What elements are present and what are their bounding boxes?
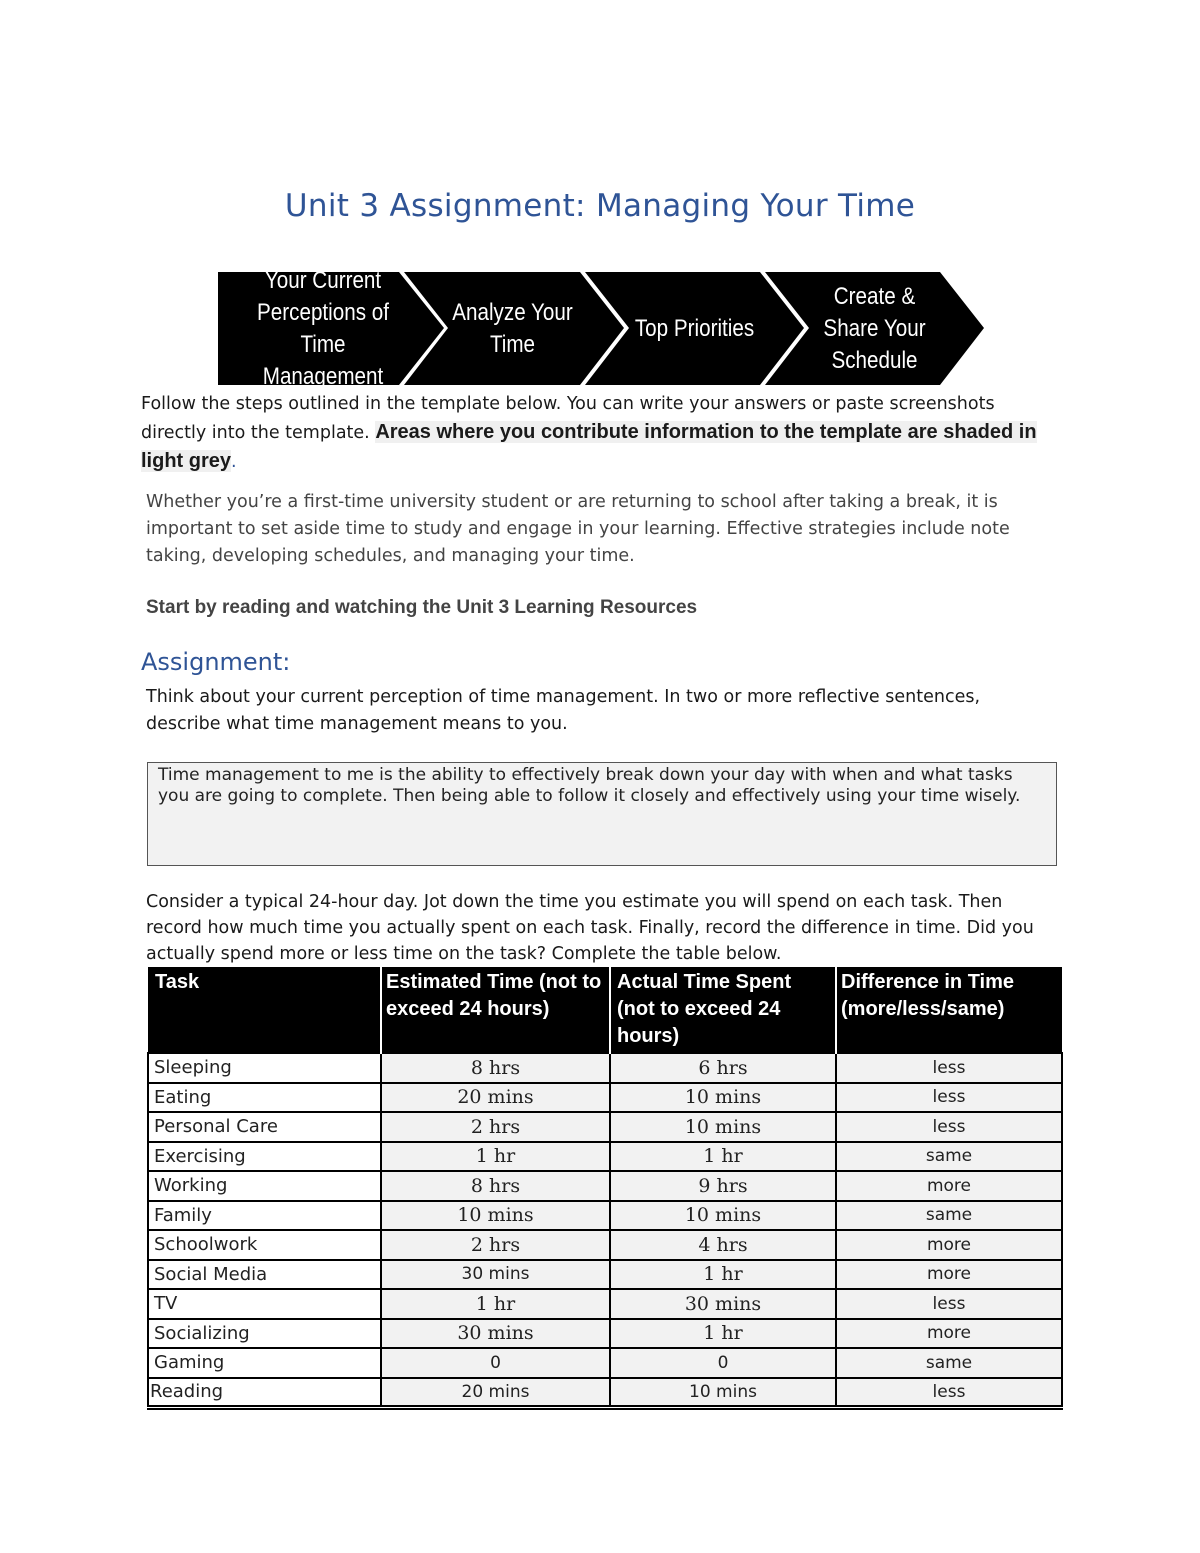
task-cell: Reading [148,1378,381,1408]
intro-period: . [231,452,237,472]
difference-cell[interactable]: more [836,1260,1062,1290]
step-3-label: Top Priorities [634,314,755,342]
header-actual: Actual Time Spent (not to exceed 24 hours) [610,967,836,1053]
actual-cell[interactable]: 10 mins [610,1201,836,1231]
difference-cell[interactable]: less [836,1112,1062,1142]
table-row [148,1348,1062,1378]
difference-cell[interactable]: more [836,1171,1062,1201]
estimated-cell[interactable]: 2 hrs [381,1112,610,1142]
difference-cell[interactable]: less [836,1083,1062,1113]
estimated-cell[interactable]: 0 [381,1348,610,1378]
table-row [148,1083,1062,1113]
task-cell: Exercising [148,1142,381,1172]
estimated-cell[interactable]: 1 hr [381,1289,610,1319]
actual-cell[interactable]: 10 mins [610,1083,836,1113]
table-row [148,1201,1062,1231]
task-cell: Working [148,1171,381,1201]
estimated-cell[interactable]: 1 hr [381,1142,610,1172]
task-cell: Eating [148,1083,381,1113]
estimated-cell[interactable]: 30 mins [381,1260,610,1290]
assignment-heading: Assignment: [141,648,291,676]
page-title: Unit 3 Assignment: Managing Your Time [284,188,916,224]
perception-answer-box[interactable]: Time management to me is the ability to effectively break down your day with when and what tasks you are going to complete. Then being able to follow it closely and effectively using your time wisely. [147,762,1057,866]
actual-cell[interactable]: 10 mins [610,1112,836,1142]
prompt-perception: Think about your current perception of time management. In two or more reflective sentences, describe what time management means to you. [146,687,981,734]
task-cell: Socializing [148,1319,381,1349]
intro-paragraph [141,390,1056,476]
table-row [148,1319,1062,1349]
actual-cell[interactable]: 1 hr [610,1319,836,1349]
actual-cell[interactable]: 6 hrs [610,1053,836,1083]
task-cell: TV [148,1289,381,1319]
task-cell: Personal Care [148,1112,381,1142]
estimated-cell[interactable]: 30 mins [381,1319,610,1349]
table-row [148,1171,1062,1201]
actual-cell[interactable]: 30 mins [610,1289,836,1319]
table-row [148,1230,1062,1260]
task-cell: Schoolwork [148,1230,381,1260]
task-cell: Gaming [148,1348,381,1378]
estimated-cell[interactable]: 20 mins [381,1378,610,1408]
estimated-cell[interactable]: 2 hrs [381,1230,610,1260]
difference-cell[interactable]: less [836,1378,1062,1408]
difference-cell[interactable]: same [836,1142,1062,1172]
time-tracking-table [147,967,1063,1410]
step-4-label: Create & Share Your Schedule [823,282,926,374]
estimated-cell[interactable]: 8 hrs [381,1171,610,1201]
table-row [148,1289,1062,1319]
difference-cell[interactable]: same [836,1348,1062,1378]
table-row [148,1142,1062,1172]
table-row [148,1378,1062,1408]
task-cell: Family [148,1201,381,1231]
step-1-label: Your Current Perceptions of Time Management [257,266,389,390]
actual-cell[interactable]: 1 hr [610,1260,836,1290]
header-task: Task [148,967,381,1053]
actual-cell[interactable]: 4 hrs [610,1230,836,1260]
header-estimated: Estimated Time (not to exceed 24 hours) [381,967,610,1053]
actual-cell[interactable]: 1 hr [610,1142,836,1172]
estimated-cell[interactable]: 20 mins [381,1083,610,1113]
actual-cell[interactable]: 10 mins [610,1378,836,1408]
estimated-cell[interactable]: 10 mins [381,1201,610,1231]
difference-cell[interactable]: less [836,1053,1062,1083]
actual-cell[interactable]: 9 hrs [610,1171,836,1201]
context-paragraph: Whether you’re a first-time university student or are returning to school after taking a break, it is important to set aside time to study and engage in your learning. Effective strategies include note taking, developing schedules, and managing your time. [146,492,1010,566]
difference-cell[interactable]: less [836,1289,1062,1319]
estimated-cell[interactable]: 8 hrs [381,1053,610,1083]
difference-cell[interactable]: more [836,1319,1062,1349]
prompt-time-table: Consider a typical 24-hour day. Jot down the time you estimate you will spend on each task. Then record how much time you actually spent on each task. Finally, record the difference in time. Did you actually spend more or less time on the task? Complete the table below. [146,892,1034,964]
intro-highlight: Areas where you contribute information to the template are shaded in light grey [141,421,1037,472]
difference-cell[interactable]: same [836,1201,1062,1231]
table-row [148,1053,1062,1083]
header-difference: Difference in Time (more/less/same) [836,967,1062,1053]
resources-note: Start by reading and watching the Unit 3 Learning Resources [146,597,698,618]
step-2-label: Analyze Your Time [452,298,573,358]
actual-cell[interactable]: 0 [610,1348,836,1378]
task-cell: Sleeping [148,1053,381,1083]
task-cell: Social Media [148,1260,381,1290]
table-row [148,1112,1062,1142]
table-row [148,1260,1062,1290]
table-header-row [148,967,1062,1053]
difference-cell[interactable]: more [836,1230,1062,1260]
intro-text: Follow the steps outlined in the template below. You can write your answers or paste screenshots directly into the template. [141,394,995,443]
